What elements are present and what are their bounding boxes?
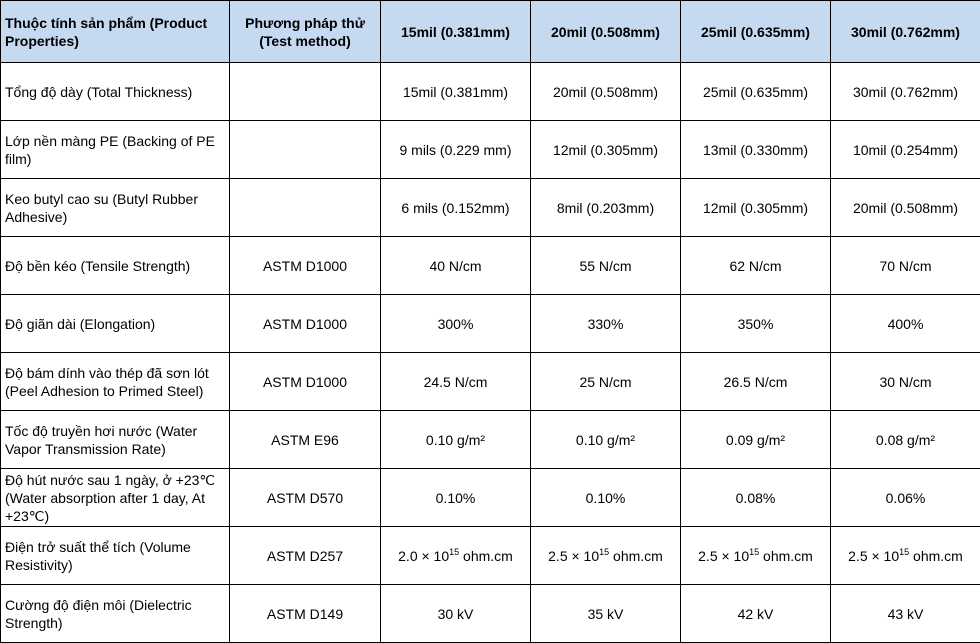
value-unit: ohm.cm xyxy=(759,548,813,564)
value-cell: 43 kV xyxy=(831,585,980,643)
table-row xyxy=(1,295,980,353)
table-row xyxy=(1,585,980,643)
value-cell: 350% xyxy=(681,295,831,353)
value-cell: 8mil (0.203mm) xyxy=(531,179,681,237)
table-row xyxy=(1,469,980,527)
value-cell: 300% xyxy=(381,295,531,353)
value-cell xyxy=(531,527,681,585)
value-cell: 0.08 g/m² xyxy=(831,411,980,469)
table-row xyxy=(1,179,980,237)
value-mantissa: 2.0 × 10 xyxy=(398,548,449,564)
value-cell: 0.10% xyxy=(531,469,681,527)
value-cell: 30 N/cm xyxy=(831,353,980,411)
value-cell: 25 N/cm xyxy=(531,353,681,411)
value-cell: 0.10 g/m² xyxy=(531,411,681,469)
value-cell: 10mil (0.254mm) xyxy=(831,121,980,179)
value-exponent: 15 xyxy=(749,547,759,557)
header-30mil: 30mil (0.762mm) xyxy=(831,1,980,63)
method-cell: ASTM D1000 xyxy=(230,353,381,411)
property-cell: Cường độ điện môi (Dielectric Strength) xyxy=(1,585,230,643)
value-mantissa: 2.5 × 10 xyxy=(848,548,899,564)
property-cell: Keo butyl cao su (Butyl Rubber Adhesive) xyxy=(1,179,230,237)
value-cell: 70 N/cm xyxy=(831,237,980,295)
value-unit: ohm.cm xyxy=(609,548,663,564)
property-cell: Độ hút nước sau 1 ngày, ở +23℃ (Water absorption after 1 day, At +23℃) xyxy=(1,469,230,527)
value-mantissa: 2.5 × 10 xyxy=(698,548,749,564)
value-unit: ohm.cm xyxy=(909,548,963,564)
header-25mil: 25mil (0.635mm) xyxy=(681,1,831,63)
value-cell: 30 kV xyxy=(381,585,531,643)
value-exponent: 15 xyxy=(599,547,609,557)
value-cell: 0.08% xyxy=(681,469,831,527)
value-exponent: 15 xyxy=(899,547,909,557)
value-cell: 330% xyxy=(531,295,681,353)
header-row xyxy=(1,1,980,63)
value-cell: 20mil (0.508mm) xyxy=(831,179,980,237)
table-row xyxy=(1,411,980,469)
method-cell: ASTM D149 xyxy=(230,585,381,643)
property-cell: Độ bền kéo (Tensile Strength) xyxy=(1,237,230,295)
table-row xyxy=(1,63,980,121)
value-cell: 20mil (0.508mm) xyxy=(531,63,681,121)
value-mantissa: 2.5 × 10 xyxy=(548,548,599,564)
header-property: Thuộc tính sản phẩm (Product Properties) xyxy=(1,1,230,63)
value-unit: ohm.cm xyxy=(459,548,513,564)
method-cell xyxy=(230,63,381,121)
table-row xyxy=(1,121,980,179)
property-cell: Tổng độ dày (Total Thickness) xyxy=(1,63,230,121)
method-cell: ASTM D257 xyxy=(230,527,381,585)
property-cell: Tốc độ truyền hơi nước (Water Vapor Transmission Rate) xyxy=(1,411,230,469)
table-row xyxy=(1,237,980,295)
property-cell: Điện trở suất thể tích (Volume Resistivity) xyxy=(1,527,230,585)
value-cell: 12mil (0.305mm) xyxy=(531,121,681,179)
method-cell: ASTM D570 xyxy=(230,469,381,527)
method-cell xyxy=(230,179,381,237)
value-cell: 12mil (0.305mm) xyxy=(681,179,831,237)
method-cell: ASTM E96 xyxy=(230,411,381,469)
method-cell xyxy=(230,121,381,179)
value-exponent: 15 xyxy=(449,547,459,557)
value-cell: 55 N/cm xyxy=(531,237,681,295)
property-cell: Độ giãn dài (Elongation) xyxy=(1,295,230,353)
value-cell: 30mil (0.762mm) xyxy=(831,63,980,121)
table-row xyxy=(1,527,980,585)
value-cell: 0.09 g/m² xyxy=(681,411,831,469)
value-cell: 40 N/cm xyxy=(381,237,531,295)
header-20mil: 20mil (0.508mm) xyxy=(531,1,681,63)
value-cell: 15mil (0.381mm) xyxy=(381,63,531,121)
property-cell: Độ bám dính vào thép đã sơn lót (Peel Adhesion to Primed Steel) xyxy=(1,353,230,411)
value-cell: 25mil (0.635mm) xyxy=(681,63,831,121)
property-cell: Lớp nền màng PE (Backing of PE film) xyxy=(1,121,230,179)
value-cell: 35 kV xyxy=(531,585,681,643)
value-cell: 62 N/cm xyxy=(681,237,831,295)
value-cell: 26.5 N/cm xyxy=(681,353,831,411)
value-cell: 24.5 N/cm xyxy=(381,353,531,411)
value-cell: 400% xyxy=(831,295,980,353)
method-cell: ASTM D1000 xyxy=(230,295,381,353)
value-cell: 9 mils (0.229 mm) xyxy=(381,121,531,179)
value-cell xyxy=(381,527,531,585)
value-cell: 0.06% xyxy=(831,469,980,527)
value-cell xyxy=(681,527,831,585)
value-cell: 0.10% xyxy=(381,469,531,527)
header-test-method: Phương pháp thử (Test method) xyxy=(230,1,381,63)
method-cell: ASTM D1000 xyxy=(230,237,381,295)
value-cell: 0.10 g/m² xyxy=(381,411,531,469)
header-15mil: 15mil (0.381mm) xyxy=(381,1,531,63)
value-cell: 42 kV xyxy=(681,585,831,643)
value-cell: 13mil (0.330mm) xyxy=(681,121,831,179)
value-cell xyxy=(831,527,980,585)
table-row xyxy=(1,353,980,411)
value-cell: 6 mils (0.152mm) xyxy=(381,179,531,237)
